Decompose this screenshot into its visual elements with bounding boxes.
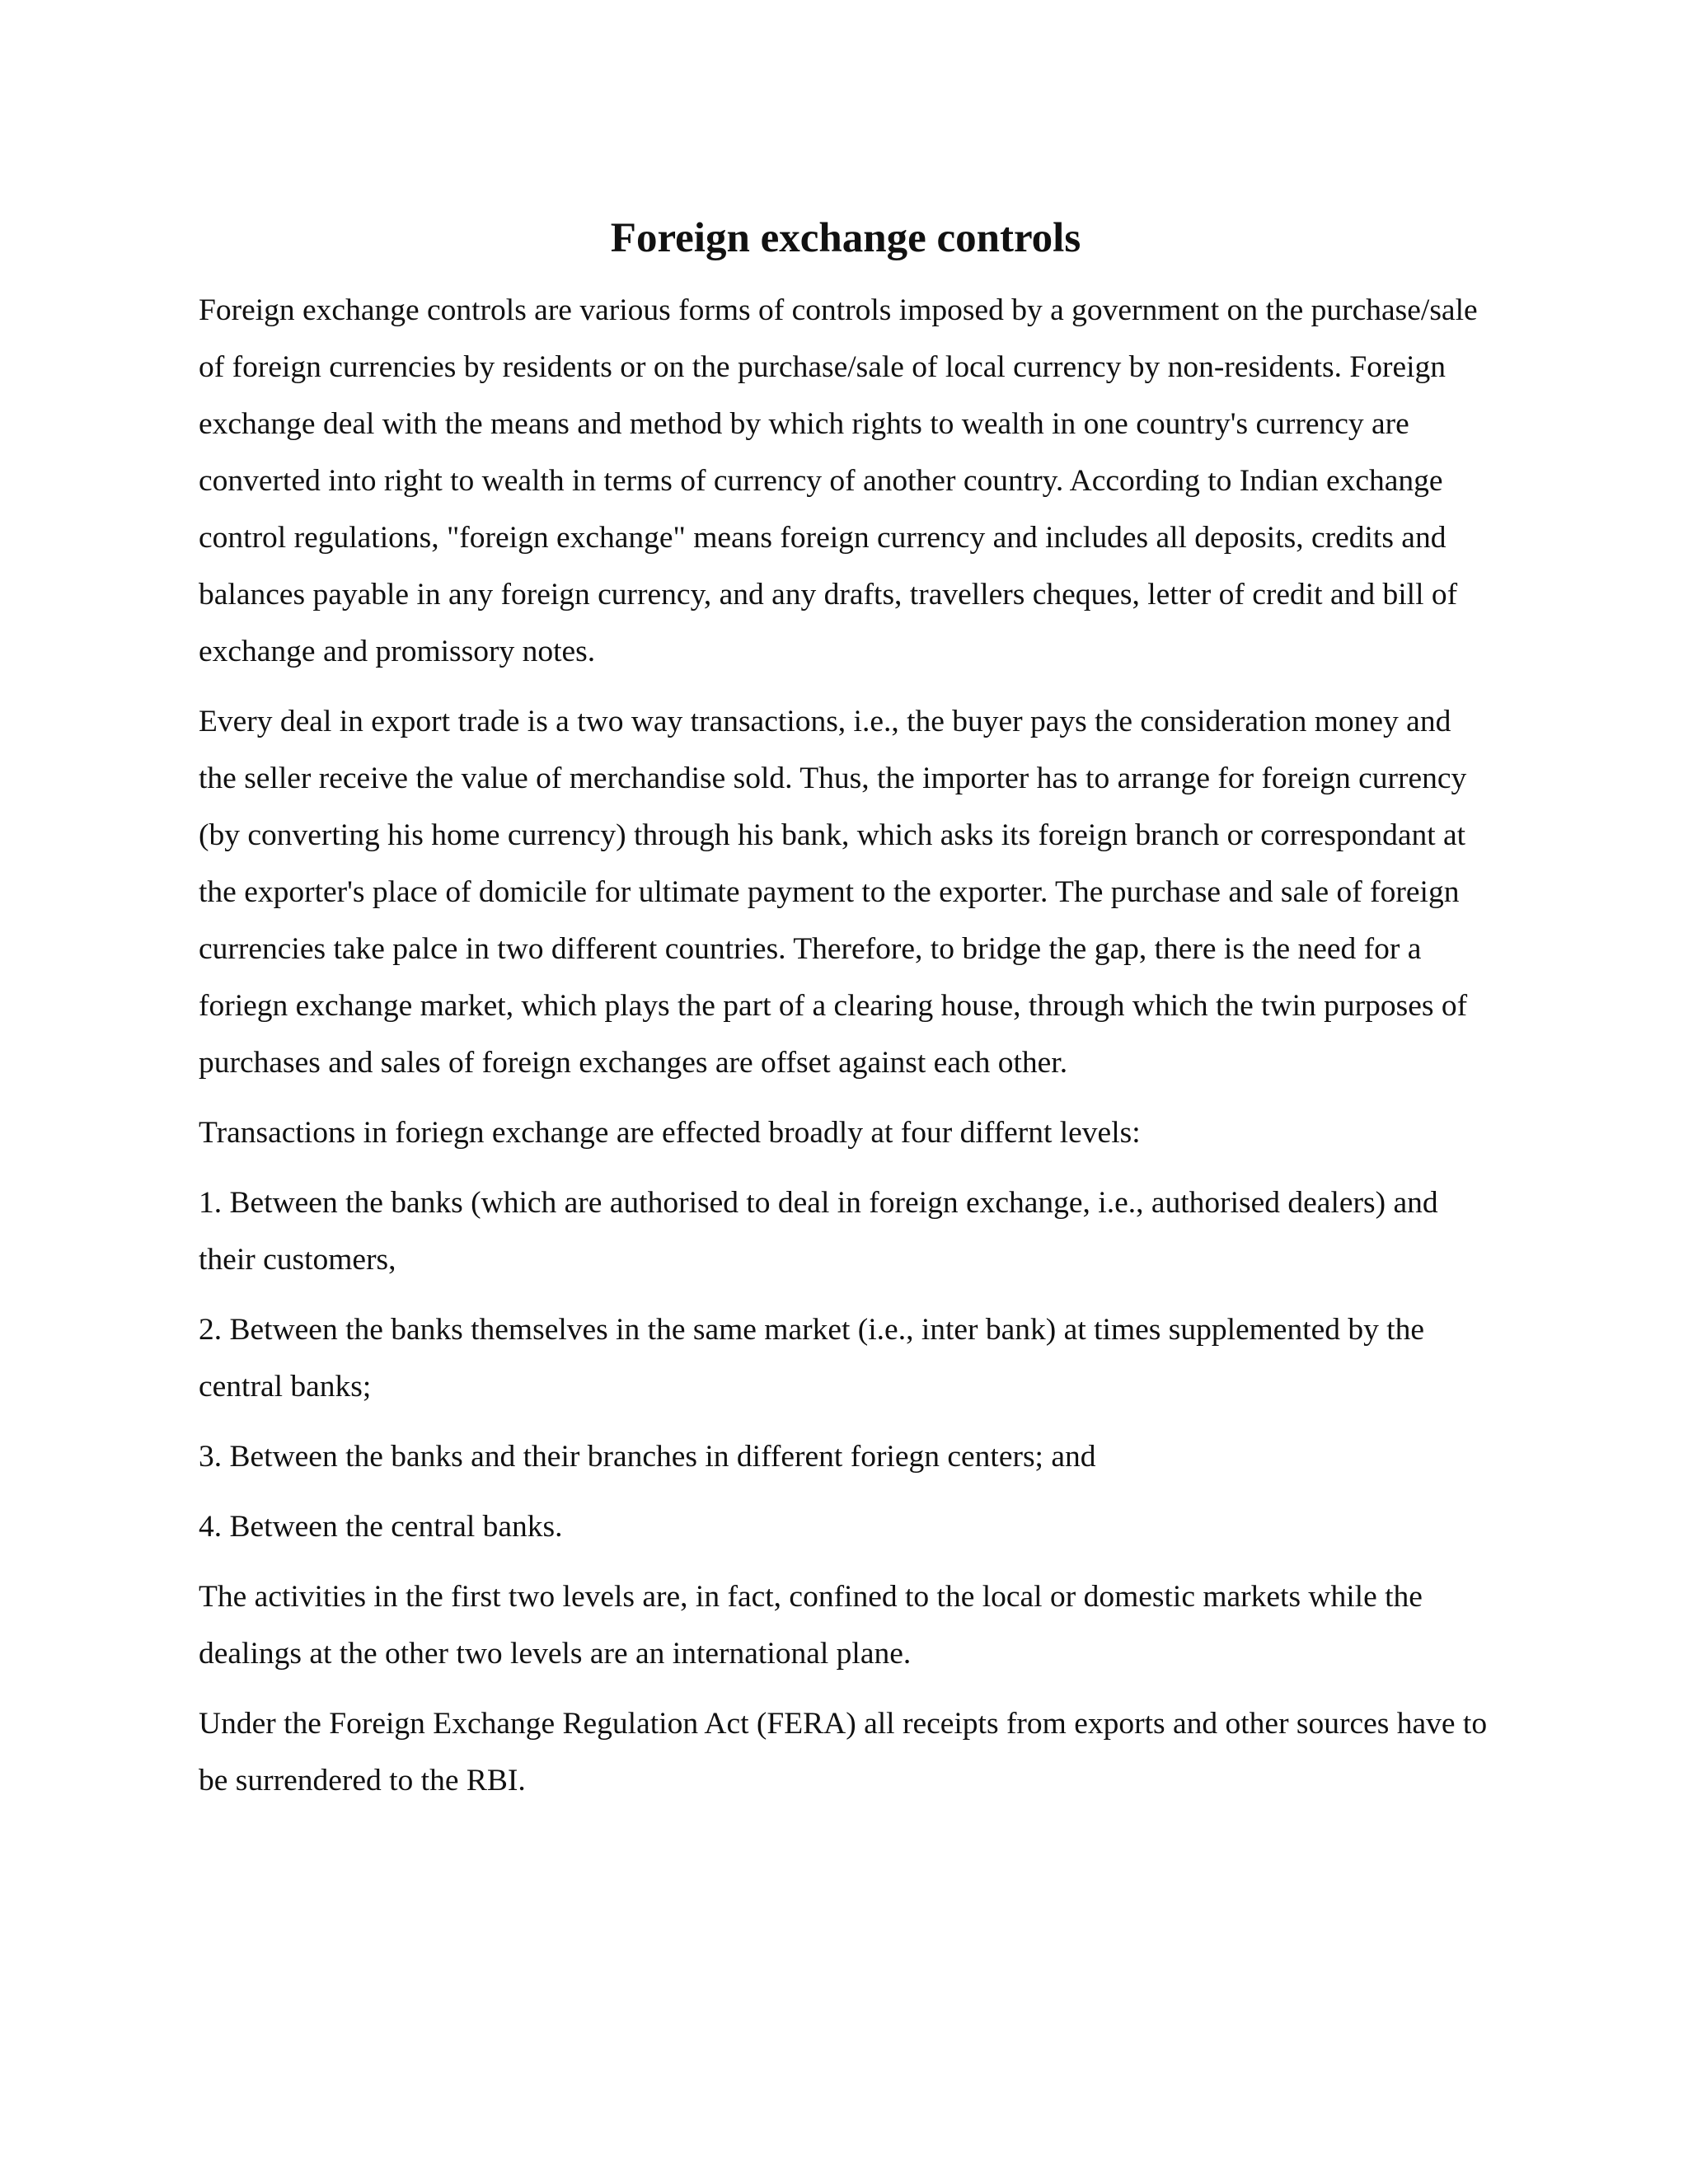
list-item-level-1: 1. Between the banks (which are authorised to deal in foreign exchange, i.e., authorised dealers) and their customers, [199,1186,1438,1277]
document-title: Foreign exchange controls [610,215,1081,261]
paragraph-fera: Under the Foreign Exchange Regulation Act (FERA) all receipts from exports and other sources have to be surrendered to the RBI. [199,1707,1488,1797]
list-item-level-3: 3. Between the banks and their branches in different foriegn centers; and [199,1440,1096,1474]
list-item-level-2: 2. Between the banks themselves in the same market (i.e., inter bank) at times supplemented by the central banks; [199,1313,1425,1404]
paragraph-activities: The activities in the first two levels are, in fact, confined to the local or domestic markets while the dealings at the other two levels are an international plane. [199,1580,1423,1671]
list-item-level-4: 4. Between the central banks. [199,1510,563,1544]
document-body [199,206,1493,1822]
paragraph-definition: Foreign exchange controls are various forms of controls imposed by a government on the purchase/sale of foreign currencies by residents or on the purchase/sale of local currency by non-residents. Foreign exchange deal with the means and method by which rights to wealth in one country's currency are converted into right to wealth in terms of currency of another country. According to Indian exchange control regulations, "foreign exchange" means foreign currency and includes all deposits, credits and balances payable in any foreign currency, and any drafts, travellers cheques, letter of credit and bill of exchange and promissory notes. [199,293,1478,668]
paragraph-export-trade: Every deal in export trade is a two way transactions, i.e., the buyer pays the consideration money and the seller receive the value of merchandise sold. Thus, the importer has to arrange for foreign currency (by converting his home currency) through his bank, which asks its foreign branch or correspondant at the exporter's place of domicile for ultimate payment to the exporter. The purchase and sale of foreign currencies take palce in two different countries. Therefore, to bridge the gap, there is the need for a foriegn exchange market, which plays the part of a clearing house, through which the twin purposes of purchases and sales of foreign exchanges are offset against each other. [199,705,1468,1080]
paragraph-levels-intro: Transactions in foriegn exchange are effected broadly at four differnt levels: [199,1116,1141,1150]
